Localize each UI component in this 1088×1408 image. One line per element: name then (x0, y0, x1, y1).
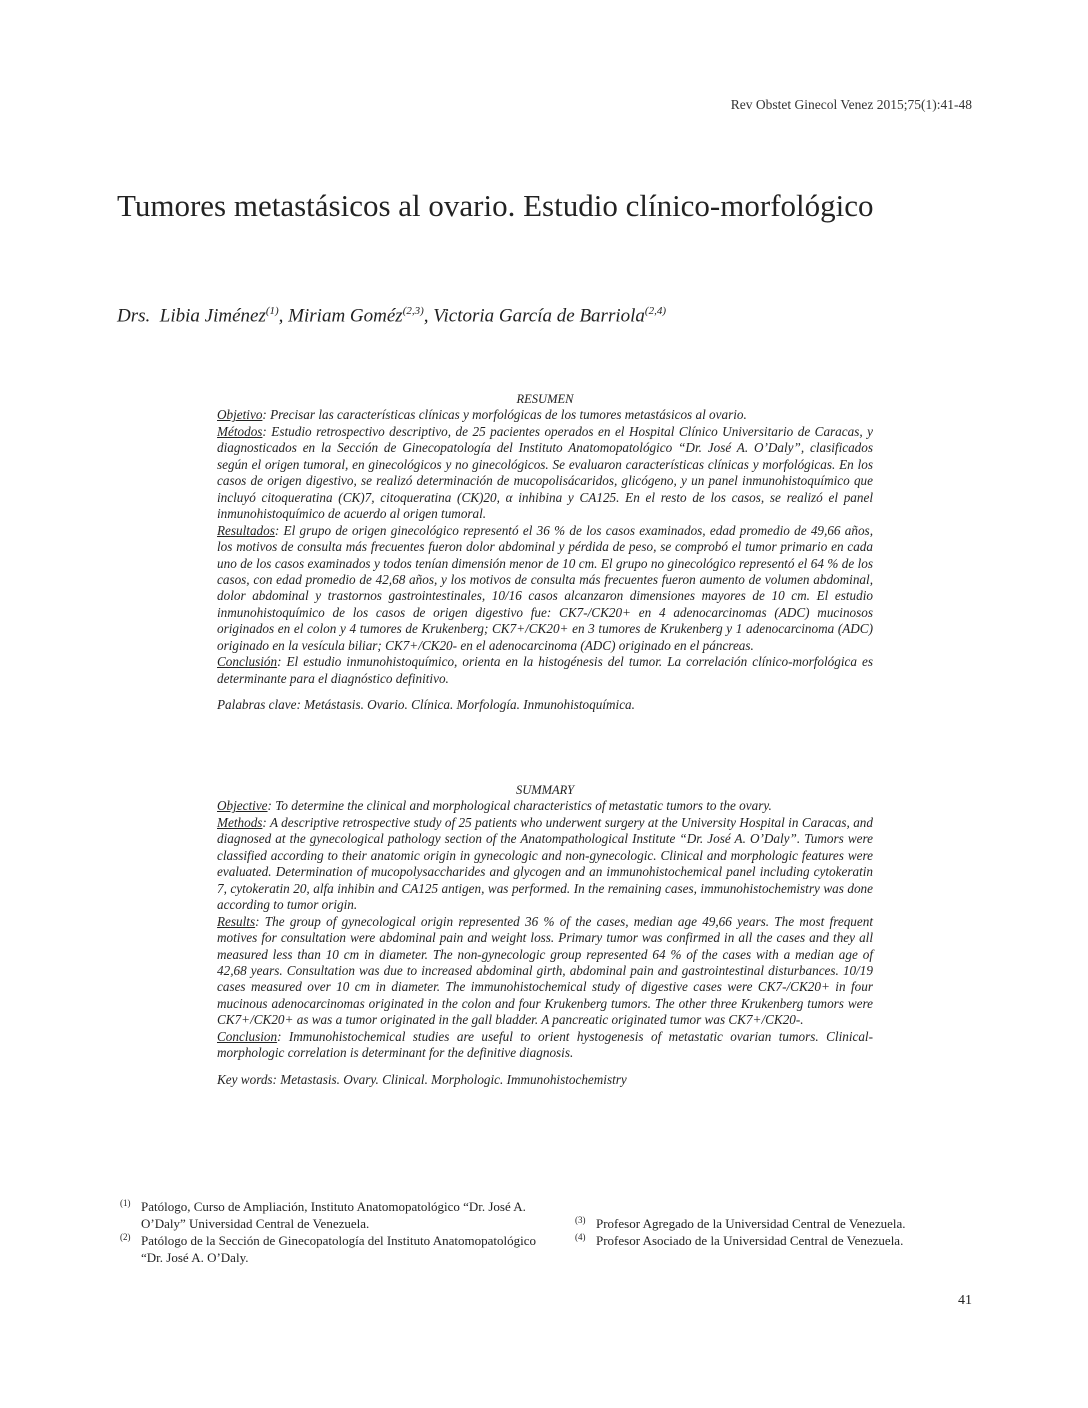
footnote-text: Profesor Asociado de la Universidad Central de Venezuela. (596, 1233, 904, 1248)
footnote (572, 1232, 982, 1249)
article-title: Tumores metastásicos al ovario. Estudio clínico-morfológico (117, 188, 874, 223)
section-label: Methods (217, 814, 263, 830)
section-text: : Estudio retrospectivo descriptivo, de 25 pacientes operados en el Hospital Clínico Universitario de Caracas, y diagnosticados en la Sección de Ginecopatología del Instituto Anatomopatológico “Dr. José A. O’Daly”, clasificados según el origen tumoral, en ginecológicos y no ginecológicos. Se evaluaron características clínicas y morfológicas. En los casos de origen digestivo, se realizó determinación de mucopolisácaridos, glicógeno, y un panel inmunohistoquímico que incluyó citoqueratina (CK)7, citoqueratina (CK)20, α inhibina y CA125. En el resto de los casos, se realizó el panel inmunohistoquímico de acuerdo al origen tumoral. (217, 423, 873, 522)
author-affiliation: (2,3) (402, 305, 424, 317)
author-name: Libia Jiménez (159, 305, 266, 327)
resumen-keywords: Palabras clave: Metástasis. Ovario. Clínica. Morfología. Inmunohistoquímica. (217, 697, 635, 713)
section-text: : To determine the clinical and morphological characteristics of metastatic tumors to the ovary. (267, 798, 772, 814)
footnotes-column-right (572, 1215, 982, 1249)
section-label: Conclusion (217, 1028, 278, 1044)
author-line: Drs. Libia Jiménez$^{(1)}$, Miriam Goméz$^{(2,3)}$, Victoria García de Barriola$^{(2,4)}$ (117, 305, 666, 327)
resumen-heading: RESUMEN (516, 392, 574, 406)
section-text: : Precisar las características clínicas y morfológicas de los tumores metastásicos al ovario. (262, 407, 747, 423)
author-affiliation: (2,4) (644, 305, 666, 317)
footnote-marker: (4) (575, 1232, 586, 1242)
section-text: : El grupo de origen ginecológico representó el 36 % de los casos examinados, edad promedio de 49,66 años, los motivos de consulta más frecuentes fueron dolor abdominal y pérdida de peso, se comprobó el tumor primario en cada uno de los casos examinados y todos tenían dimensión menor de 10 cm. El grupo no ginecológico representó el 64 % de los casos, con edad promedio de 42,68 años, y los motivos de consulta más frecuentes fueron aumento de volumen abdominal, dolor abdominal y trastornos gastrointestinales, 10/16 casos alcanzaron dimensiones mayores de 10 cm. El estudio inmunohistoquímico de los casos de origen digestivo fue: CK7-/CK20+ en 4 adenocarcinomas (ADC) mucinosos originados en el colon y 4 tumores de Krukenberg; CK7+/CK20+ en 3 tumores de Krukenberg y 1 adenocarcinoma (ADC) originado en la vesícula biliar; CK7+/CK20- en el adenocarcinoma (ADC) originado en el páncreas. (217, 522, 873, 653)
abstract-paragraph (217, 523, 873, 655)
footnote (572, 1215, 982, 1232)
section-label: Conclusión (217, 654, 278, 670)
section-text: : A descriptive retrospective study of 25 patients who underwent surgery at the University Hospital in Caracas, and diagnosed at the gynecological pathology section of the Anatompathological Institute “Dr. José A. O’Daly”. Tumors were classified according to their anatomic origin in gynecologic and non-gynecologic. Clinical and morphologic features were evaluated. Determination of mucopolysaccharides and glycogen and an immunohistochemical panel including cytokeratin 7, cytokeratin 20, alfa inhibin and CA125 antigen, was performed. In the remaining cases, immunohistochemistry was done according to tumor origin. (217, 814, 873, 913)
footnote-marker: (2) (120, 1232, 131, 1242)
section-label: Results (217, 913, 256, 929)
resumen-abstract (217, 391, 873, 714)
abstract-paragraph (217, 798, 873, 814)
footnote-marker: (3) (575, 1215, 586, 1225)
footnote-text: Profesor Agregado de la Universidad Central de Venezuela. (596, 1216, 906, 1231)
footnote (117, 1198, 537, 1232)
abstract-paragraph (217, 654, 873, 687)
page-number: 41 (958, 1293, 972, 1308)
footnote-text: Patólogo de la Sección de Ginecopatología del Instituto Anatomopatológico “Dr. José A. O’Daly. (141, 1233, 536, 1265)
abstract-paragraph (217, 914, 873, 1029)
footnote-marker: (1) (120, 1198, 131, 1208)
section-text: : Immunohistochemical studies are useful to orient hystogenesis of metastatic ovarian tumors. Clinical-morphologic correlation is determinant for the definitive diagnosis. (217, 1028, 873, 1061)
footnote-text: Patólogo, Curso de Ampliación, Instituto Anatomopatológico “Dr. José A. O’Daly” Universidad Central de Venezuela. (141, 1199, 526, 1231)
footnote (117, 1232, 537, 1266)
summary-heading: SUMMARY (515, 783, 575, 797)
summary-abstract (217, 782, 873, 1088)
author-affiliation: (1) (265, 305, 279, 317)
section-label: Métodos (217, 423, 263, 439)
abstract-paragraph (217, 424, 873, 523)
footnotes-column-left (117, 1198, 537, 1266)
author-prefix: Drs. (117, 305, 151, 327)
section-label: Objective (217, 798, 268, 814)
section-label: Objetivo (217, 407, 263, 423)
author-name: Victoria García de Barriola (433, 305, 645, 327)
running-head: Rev Obstet Ginecol Venez 2015;75(1):41-48 (730, 97, 972, 112)
abstract-paragraph (217, 407, 873, 423)
summary-keywords: Key words: Metastasis. Ovary. Clinical. Morphologic. Immunohistochemistry (217, 1071, 627, 1087)
section-label: Resultados (217, 522, 275, 538)
section-text: : The group of gynecological origin represented 36 % of the cases, median age 49,66 years. The most frequent motives for consultation were abdominal pain and weight loss. Primary tumor was confirmed in all the cases and they all measured less than 10 cm in diameter. The non-gynecologic group represented 64 % of the cases with a median age of 42,68 years. Consultation was due to increased abdominal girth, abdominal pain and gastrointestinal disturbances. 10/19 cases measured over 10 cm in diameter. The immunohistochemical study of digestive cases were CK7-/CK20+ in four mucinous adenocarcinomas originated in the colon and four Krukenberg tumors. The other three Krukenberg tumors were CK7+/CK20+ as was a tumor originated in the gall bladder. A pancreatic originated tumor was CK7+/CK20-. (217, 913, 873, 1028)
abstract-paragraph (217, 815, 873, 914)
author-name: Miriam Goméz (288, 305, 403, 327)
abstract-paragraph (217, 1029, 873, 1062)
section-text: : El estudio inmunohistoquímico, orienta en la histogénesis del tumor. La correlación clínico-morfológica es determinante para el diagnóstico definitivo. (217, 654, 873, 686)
